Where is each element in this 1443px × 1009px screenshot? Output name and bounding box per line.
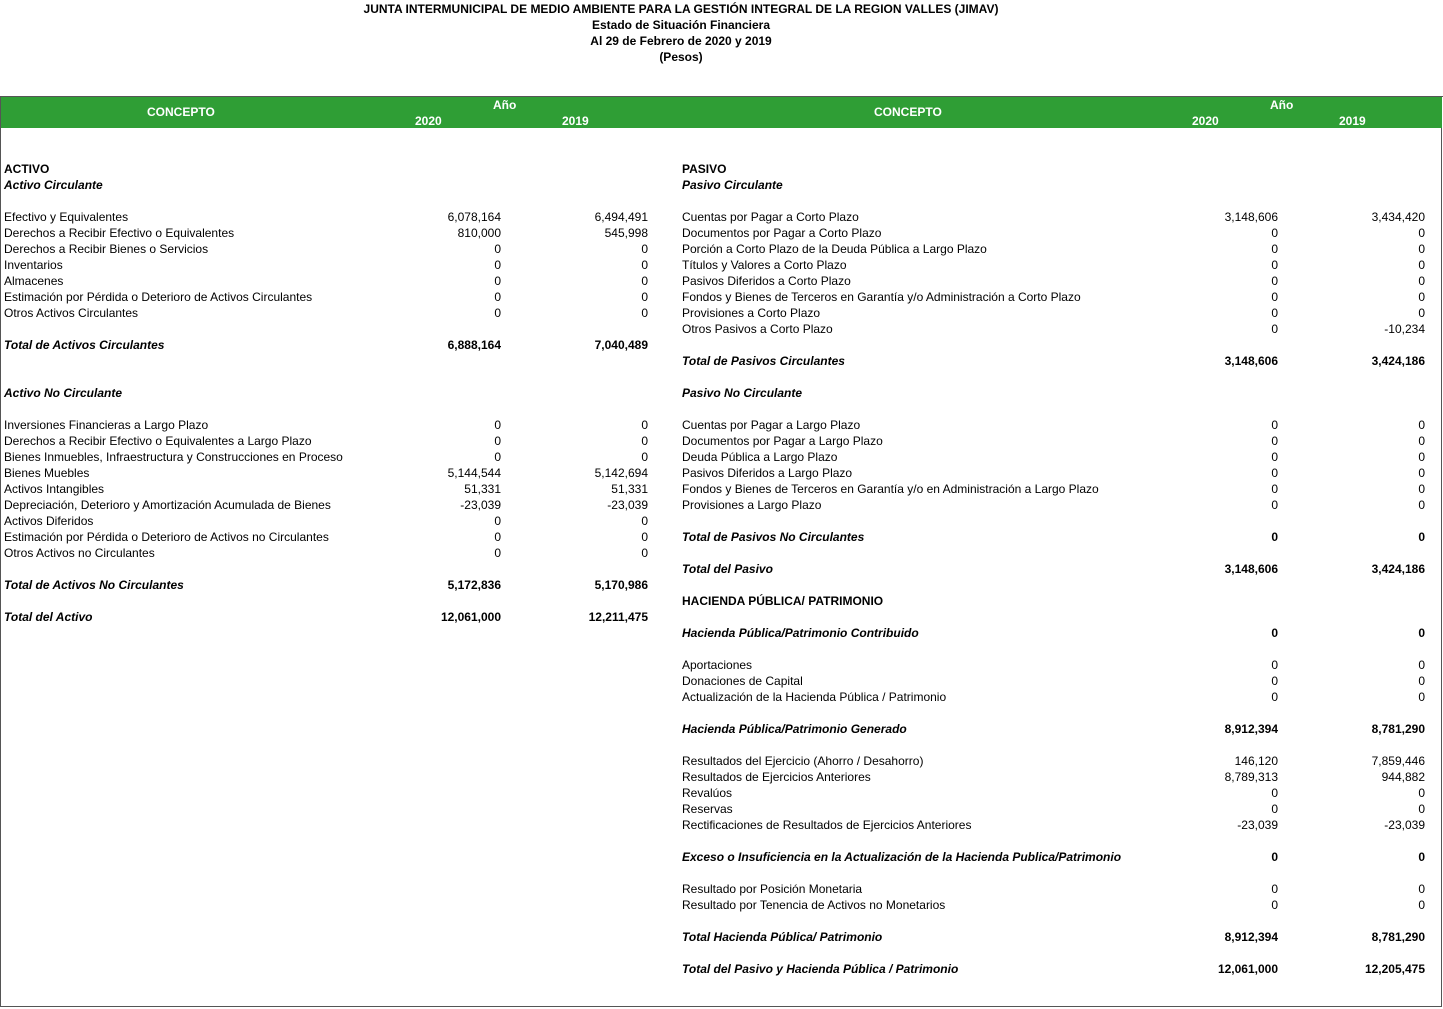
statement-row xyxy=(0,545,1443,561)
row-label: Rectificaciones de Resultados de Ejercicios Anteriores xyxy=(682,818,972,832)
value-2019: 6,494,491 xyxy=(594,210,648,224)
value-2020: 6,078,164 xyxy=(447,210,501,224)
value-2019: 0 xyxy=(1418,450,1425,464)
value-2019: -23,039 xyxy=(1384,818,1425,832)
row-label: Actualización de la Hacienda Pública / Patrimonio xyxy=(682,690,947,704)
value-2020: 0 xyxy=(1271,498,1278,512)
value-2019: 545,998 xyxy=(604,226,648,240)
value-2019: 0 xyxy=(1418,306,1425,320)
statement-row xyxy=(0,209,1443,225)
row-label: Otros Activos no Circulantes xyxy=(4,546,155,560)
report-units: (Pesos) xyxy=(659,50,703,64)
value-2020: 0 xyxy=(1271,290,1278,304)
row-label: Revalúos xyxy=(682,786,733,800)
value-2020: 8,912,394 xyxy=(1224,930,1278,944)
value-2020: 5,144,544 xyxy=(447,466,501,480)
value-2020: 0 xyxy=(1271,434,1278,448)
value-2020: 51,331 xyxy=(464,482,501,496)
statement-row xyxy=(0,305,1443,321)
statement-row xyxy=(0,385,1443,401)
value-2020: 0 xyxy=(1271,306,1278,320)
value-2020: 0 xyxy=(494,418,501,432)
statement-row xyxy=(0,225,1443,241)
report-entity-title: JUNTA INTERMUNICIPAL DE MEDIO AMBIENTE PARA LA GESTIÓN INTEGRAL DE LA REGION VALLES (JIMAV) xyxy=(363,2,999,16)
value-2020: 0 xyxy=(1271,658,1278,672)
value-2019: 8,781,290 xyxy=(1371,930,1425,944)
header-year-2019-right: 2019 xyxy=(1339,114,1366,128)
value-2019: 0 xyxy=(1418,434,1425,448)
value-2020: 0 xyxy=(1271,850,1278,864)
row-label: Reservas xyxy=(682,802,733,816)
statement-row xyxy=(0,737,1443,753)
row-label: Hacienda Pública/Patrimonio Generado xyxy=(682,722,907,736)
statement-row xyxy=(0,625,1443,641)
value-2020: 0 xyxy=(1271,482,1278,496)
value-2019: 0 xyxy=(641,258,648,272)
statement-row xyxy=(0,193,1443,209)
value-2020: 0 xyxy=(494,546,501,560)
statement-row xyxy=(0,705,1443,721)
value-2020: 0 xyxy=(1271,786,1278,800)
value-2019: 0 xyxy=(1418,898,1425,912)
value-2020: 0 xyxy=(494,306,501,320)
row-label: Exceso o Insuficiencia en la Actualización de la Hacienda Publica/Patrimonio xyxy=(682,850,1122,864)
value-2020: 0 xyxy=(1271,898,1278,912)
value-2019: 7,040,489 xyxy=(594,338,648,352)
value-2020: 0 xyxy=(494,274,501,288)
header-anio-right: Año xyxy=(1270,98,1294,112)
value-2019: 5,170,986 xyxy=(594,578,648,592)
row-label: Resultado por Tenencia de Activos no Monetarios xyxy=(682,898,946,912)
value-2019: 944,882 xyxy=(1381,770,1425,784)
row-label: Títulos y Valores a Corto Plazo xyxy=(682,258,847,272)
row-label: Fondos y Bienes de Terceros en Garantía y/o en Administración a Largo Plazo xyxy=(682,482,1099,496)
value-2020: 0 xyxy=(494,530,501,544)
statement-row xyxy=(0,769,1443,785)
header-year-2019-left: 2019 xyxy=(562,114,589,128)
row-label: Derechos a Recibir Bienes o Servicios xyxy=(4,242,209,256)
row-label: Cuentas por Pagar a Largo Plazo xyxy=(682,418,861,432)
value-2019: 0 xyxy=(641,514,648,528)
value-2020: 0 xyxy=(494,514,501,528)
row-label: Total del Pasivo y Hacienda Pública / Patrimonio xyxy=(682,962,959,976)
value-2020: 0 xyxy=(1271,626,1278,640)
row-label: Provisiones a Largo Plazo xyxy=(682,498,822,512)
statement-row xyxy=(0,801,1443,817)
row-label: Resultados del Ejercicio (Ahorro / Desahorro) xyxy=(682,754,924,768)
value-2020: 0 xyxy=(1271,322,1278,336)
statement-row xyxy=(0,449,1443,465)
statement-row xyxy=(0,497,1443,513)
row-label: ACTIVO xyxy=(4,162,50,176)
statement-row xyxy=(0,369,1443,385)
row-label: Otros Pasivos a Corto Plazo xyxy=(682,322,833,336)
value-2020: 0 xyxy=(494,258,501,272)
value-2019: 0 xyxy=(1418,258,1425,272)
value-2019: 0 xyxy=(1418,626,1425,640)
statement-row xyxy=(0,433,1443,449)
statement-row xyxy=(0,337,1443,353)
value-2019: 0 xyxy=(1418,802,1425,816)
value-2019: -10,234 xyxy=(1384,322,1425,336)
value-2020: -23,039 xyxy=(460,498,501,512)
statement-row xyxy=(0,241,1443,257)
row-label: Documentos por Pagar a Corto Plazo xyxy=(682,226,882,240)
value-2020: 0 xyxy=(1271,466,1278,480)
statement-row xyxy=(0,417,1443,433)
value-2020: 12,061,000 xyxy=(1217,962,1278,976)
value-2019: 0 xyxy=(1418,882,1425,896)
statement-row xyxy=(0,785,1443,801)
row-label: Total Hacienda Pública/ Patrimonio xyxy=(682,930,883,944)
row-label: Hacienda Pública/Patrimonio Contribuido xyxy=(682,626,919,640)
value-2019: 5,142,694 xyxy=(594,466,648,480)
row-label: Resultados de Ejercicios Anteriores xyxy=(682,770,871,784)
value-2020: 0 xyxy=(1271,530,1278,544)
report-statement-title: Estado de Situación Financiera xyxy=(591,18,771,32)
value-2019: 12,205,475 xyxy=(1364,962,1425,976)
table-header xyxy=(1,97,1442,128)
value-2020: 12,061,000 xyxy=(440,610,501,624)
value-2020: -23,039 xyxy=(1237,818,1278,832)
value-2019: 0 xyxy=(641,242,648,256)
statement-row xyxy=(0,593,1443,609)
statement-row xyxy=(0,465,1443,481)
value-2020: 0 xyxy=(1271,242,1278,256)
value-2020: 8,789,313 xyxy=(1224,770,1278,784)
value-2020: 0 xyxy=(1271,674,1278,688)
statement-row xyxy=(0,289,1443,305)
value-2020: 8,912,394 xyxy=(1224,722,1278,736)
statement-row xyxy=(0,753,1443,769)
row-label: Derechos a Recibir Efectivo o Equivalentes xyxy=(4,226,235,240)
row-label: Estimación por Pérdida o Deterioro de Activos no Circulantes xyxy=(4,530,329,544)
row-label: Activo No Circulante xyxy=(4,386,123,400)
statement-row xyxy=(0,481,1443,497)
statement-row xyxy=(0,609,1443,625)
value-2019: 8,781,290 xyxy=(1371,722,1425,736)
row-label: Derechos a Recibir Efectivo o Equivalentes a Largo Plazo xyxy=(4,434,312,448)
statement-row xyxy=(0,673,1443,689)
value-2019: 3,424,186 xyxy=(1371,562,1425,576)
value-2019: 0 xyxy=(1418,498,1425,512)
statement-row xyxy=(0,897,1443,913)
statement-row xyxy=(0,529,1443,545)
value-2019: 0 xyxy=(641,290,648,304)
statement-row xyxy=(0,817,1443,833)
row-label: Estimación por Pérdida o Deterioro de Activos Circulantes xyxy=(4,290,313,304)
statement-row xyxy=(0,161,1443,177)
statement-row xyxy=(0,721,1443,737)
value-2020: 3,148,606 xyxy=(1224,210,1278,224)
row-label: Activos Intangibles xyxy=(4,482,105,496)
statement-row xyxy=(0,513,1443,529)
statement-row xyxy=(0,561,1443,577)
row-label: Porción a Corto Plazo de la Deuda Pública a Largo Plazo xyxy=(682,242,987,256)
row-label: Donaciones de Capital xyxy=(682,674,803,688)
row-label: Total de Activos No Circulantes xyxy=(4,578,184,592)
value-2019: 0 xyxy=(641,306,648,320)
statement-row xyxy=(0,641,1443,657)
value-2019: 0 xyxy=(641,274,648,288)
row-label: Deuda Pública a Largo Plazo xyxy=(682,450,838,464)
statement-row xyxy=(0,961,1443,977)
row-label: Bienes Muebles xyxy=(4,466,90,480)
row-label: Activos Diferidos xyxy=(4,514,94,528)
value-2020: 0 xyxy=(494,290,501,304)
row-label: Total de Pasivos Circulantes xyxy=(682,354,845,368)
row-label: Activo Circulante xyxy=(4,178,103,192)
row-label: Depreciación, Deterioro y Amortización Acumulada de Bienes xyxy=(4,498,331,512)
row-label: Almacenes xyxy=(4,274,64,288)
value-2020: 3,148,606 xyxy=(1224,562,1278,576)
statement-row xyxy=(0,833,1443,849)
value-2020: 0 xyxy=(494,450,501,464)
value-2019: 0 xyxy=(1418,226,1425,240)
statement-row xyxy=(0,689,1443,705)
value-2020: 5,172,836 xyxy=(447,578,501,592)
header-year-2020-left: 2020 xyxy=(415,114,442,128)
row-label: Pasivo Circulante xyxy=(682,178,783,192)
row-label: Inversiones Financieras a Largo Plazo xyxy=(4,418,209,432)
value-2019: 0 xyxy=(641,546,648,560)
value-2019: 3,434,420 xyxy=(1371,210,1425,224)
row-label: Total del Activo xyxy=(4,610,93,624)
statement-row xyxy=(0,401,1443,417)
row-label: Provisiones a Corto Plazo xyxy=(682,306,821,320)
row-label: Bienes Inmuebles, Infraestructura y Construcciones en Proceso xyxy=(4,450,343,464)
value-2020: 0 xyxy=(1271,690,1278,704)
statement-row xyxy=(0,945,1443,961)
statement-row xyxy=(0,353,1443,369)
value-2019: 12,211,475 xyxy=(588,610,648,624)
row-label: Pasivos Diferidos a Corto Plazo xyxy=(682,274,851,288)
row-label: HACIENDA PÚBLICA/ PATRIMONIO xyxy=(682,594,884,608)
value-2019: 0 xyxy=(641,434,648,448)
header-year-2020-right: 2020 xyxy=(1192,114,1219,128)
statement-row xyxy=(0,929,1443,945)
value-2019: 0 xyxy=(1418,290,1425,304)
row-label: Cuentas por Pagar a Corto Plazo xyxy=(682,210,859,224)
row-label: Pasivo No Circulante xyxy=(682,386,803,400)
value-2020: 0 xyxy=(494,242,501,256)
value-2019: 7,859,446 xyxy=(1371,754,1425,768)
value-2019: 0 xyxy=(1418,850,1425,864)
value-2019: -23,039 xyxy=(607,498,648,512)
statement-row xyxy=(0,321,1443,337)
value-2020: 3,148,606 xyxy=(1224,354,1278,368)
value-2019: 0 xyxy=(1418,274,1425,288)
row-label: Pasivos Diferidos a Largo Plazo xyxy=(682,466,853,480)
row-label: Efectivo y Equivalentes xyxy=(4,210,129,224)
value-2020: 0 xyxy=(1271,258,1278,272)
value-2019: 0 xyxy=(641,450,648,464)
row-label: Documentos por Pagar a Largo Plazo xyxy=(682,434,883,448)
value-2020: 146,120 xyxy=(1234,754,1278,768)
statement-row xyxy=(0,577,1443,593)
value-2020: 0 xyxy=(1271,226,1278,240)
statement-row xyxy=(0,177,1443,193)
value-2019: 0 xyxy=(1418,482,1425,496)
statement-row xyxy=(0,881,1443,897)
value-2019: 3,424,186 xyxy=(1371,354,1425,368)
header-concepto-right: CONCEPTO xyxy=(874,105,942,119)
value-2019: 0 xyxy=(1418,418,1425,432)
statement-row xyxy=(0,273,1443,289)
value-2019: 0 xyxy=(1418,242,1425,256)
value-2020: 0 xyxy=(1271,882,1278,896)
value-2019: 0 xyxy=(1418,658,1425,672)
value-2020: 6,888,164 xyxy=(447,338,501,352)
value-2020: 0 xyxy=(1271,450,1278,464)
row-label: Total del Pasivo xyxy=(682,562,773,576)
value-2020: 0 xyxy=(494,434,501,448)
statement-row xyxy=(0,865,1443,881)
value-2019: 0 xyxy=(1418,674,1425,688)
value-2020: 810,000 xyxy=(457,226,501,240)
value-2019: 0 xyxy=(1418,530,1425,544)
row-label: Total de Pasivos No Circulantes xyxy=(682,530,865,544)
value-2019: 51,331 xyxy=(611,482,648,496)
statement-row xyxy=(0,657,1443,673)
report-date: Al 29 de Febrero de 2020 y 2019 xyxy=(590,34,772,48)
row-label: Fondos y Bienes de Terceros en Garantía y/o Administración a Corto Plazo xyxy=(682,290,1081,304)
header-concepto-left: CONCEPTO xyxy=(147,105,215,119)
value-2020: 0 xyxy=(1271,274,1278,288)
value-2020: 0 xyxy=(1271,802,1278,816)
row-label: Otros Activos Circulantes xyxy=(4,306,139,320)
value-2019: 0 xyxy=(1418,466,1425,480)
value-2019: 0 xyxy=(641,530,648,544)
row-label: PASIVO xyxy=(682,162,727,176)
row-label: Inventarios xyxy=(4,258,63,272)
row-label: Resultado por Posición Monetaria xyxy=(682,882,863,896)
statement-row xyxy=(0,849,1443,865)
value-2019: 0 xyxy=(1418,786,1425,800)
value-2019: 0 xyxy=(641,418,648,432)
value-2019: 0 xyxy=(1418,690,1425,704)
row-label: Aportaciones xyxy=(682,658,753,672)
value-2020: 0 xyxy=(1271,418,1278,432)
statement-row xyxy=(0,913,1443,929)
row-label: Total de Activos Circulantes xyxy=(4,338,165,352)
statement-row xyxy=(0,257,1443,273)
header-anio-left: Año xyxy=(493,98,517,112)
